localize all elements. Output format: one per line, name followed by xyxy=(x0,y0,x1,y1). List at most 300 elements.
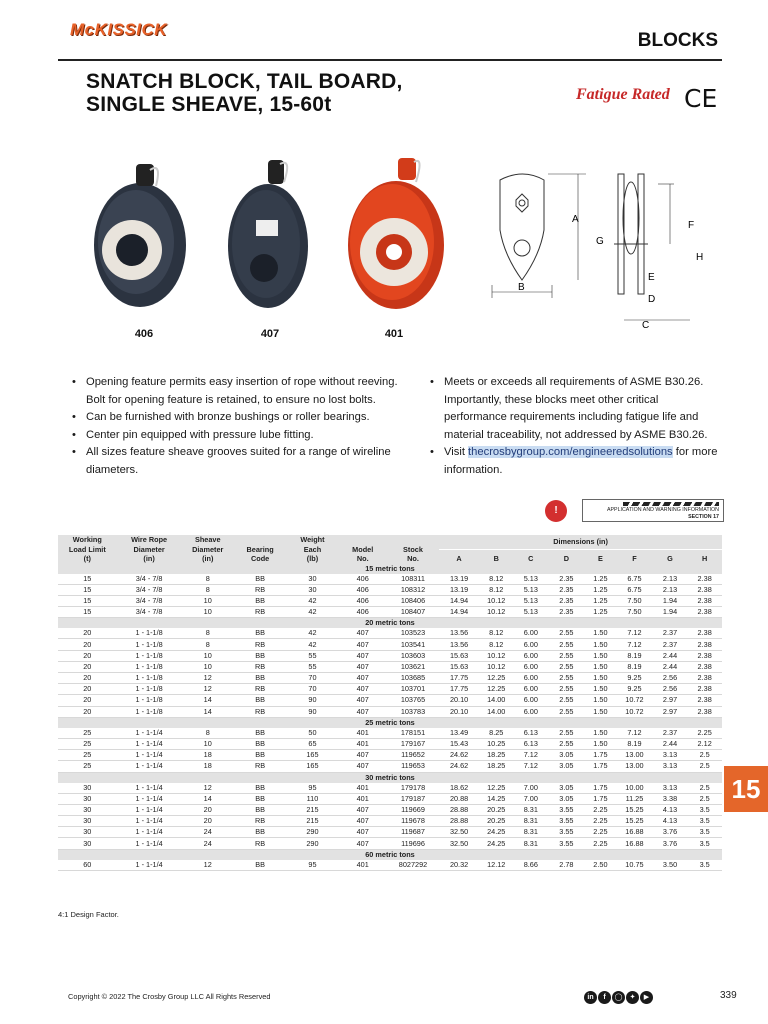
table-cell: 55 xyxy=(286,661,338,672)
feature-list-left xyxy=(70,374,416,479)
table-cell: 6.75 xyxy=(616,584,653,595)
table-group-label: 15 metric tons xyxy=(58,564,722,574)
table-cell: 1 - 1-1/8 xyxy=(117,628,182,639)
table-cell: 1.94 xyxy=(653,607,688,618)
section-heading: BLOCKS xyxy=(637,30,718,51)
table-cell: 10 xyxy=(182,738,234,749)
table-cell: 2.37 xyxy=(653,728,688,739)
list-item xyxy=(428,444,724,479)
table-row xyxy=(58,860,722,871)
twitter-icon[interactable]: ✦ xyxy=(626,991,639,1004)
table-cell: 42 xyxy=(286,639,338,650)
table-cell: 17.75 xyxy=(439,673,479,684)
table-cell: 8.31 xyxy=(514,838,549,849)
table-cell: 407 xyxy=(339,684,387,695)
col-header-dim-b: B xyxy=(479,550,514,564)
table-cell: BB xyxy=(234,804,286,815)
table-cell: 24 xyxy=(182,838,234,849)
table-cell: 6.00 xyxy=(514,695,549,706)
table-cell: 1 - 1-1/4 xyxy=(117,816,182,827)
table-cell: 15.43 xyxy=(439,738,479,749)
col-header-dim-g: G xyxy=(653,550,688,564)
table-group-label: 20 metric tons xyxy=(58,618,722,629)
table-cell: 14.25 xyxy=(479,793,514,804)
table-cell: 2.55 xyxy=(548,695,585,706)
col-header-stock: Stock No. xyxy=(387,535,439,564)
table-group-label: 30 metric tons xyxy=(58,772,722,783)
table-cell: 1.50 xyxy=(585,706,616,717)
table-row xyxy=(58,838,722,849)
table-cell: 20 xyxy=(58,684,117,695)
table-cell: 13.49 xyxy=(439,728,479,739)
col-header-dim-e: E xyxy=(585,550,616,564)
table-cell: 60 xyxy=(58,860,117,871)
table-cell: 178151 xyxy=(387,728,439,739)
table-cell: 401 xyxy=(339,728,387,739)
table-cell: 1.75 xyxy=(585,750,616,761)
table-cell: 11.25 xyxy=(616,793,653,804)
table-cell: 2.35 xyxy=(548,574,585,585)
table-cell: 1 - 1-1/8 xyxy=(117,706,182,717)
table-cell: 50 xyxy=(286,728,338,739)
table-cell: 13.56 xyxy=(439,628,479,639)
table-cell: 8 xyxy=(182,628,234,639)
table-cell: 3.13 xyxy=(653,750,688,761)
table-cell: 28.88 xyxy=(439,816,479,827)
table-cell: 407 xyxy=(339,750,387,761)
table-cell: BB xyxy=(234,574,286,585)
table-cell: 108406 xyxy=(387,595,439,606)
list-item: • Opening feature permits easy insertion of rope without reeving. Bolt for opening feature is retained, to ensure no lost bolts. xyxy=(70,374,416,409)
table-cell: BB xyxy=(234,728,286,739)
table-cell: BB xyxy=(234,695,286,706)
table-cell: 1 - 1-1/4 xyxy=(117,750,182,761)
table-cell: 3.55 xyxy=(548,804,585,815)
table-cell: 5.13 xyxy=(514,574,549,585)
table-cell: 2.38 xyxy=(687,684,722,695)
table-cell: 15 xyxy=(58,574,117,585)
table-cell: 2.25 xyxy=(585,827,616,838)
table-cell: 13.56 xyxy=(439,639,479,650)
title-line-2: SINGLE SHEAVE, 15-60t xyxy=(86,93,332,116)
dimension-diagram xyxy=(478,160,718,335)
table-cell: 7.00 xyxy=(514,793,549,804)
table-cell: RB xyxy=(234,706,286,717)
table-cell: 12.12 xyxy=(479,860,514,871)
table-cell: 2.55 xyxy=(548,738,585,749)
table-cell: 30 xyxy=(58,827,117,838)
table-cell: 1 - 1-1/8 xyxy=(117,639,182,650)
table-cell: BB xyxy=(234,673,286,684)
dim-label-G: G xyxy=(596,236,604,247)
table-row xyxy=(58,639,722,650)
table-row xyxy=(58,804,722,815)
table-row xyxy=(58,761,722,772)
table-cell: 20 xyxy=(58,639,117,650)
table-cell: 103765 xyxy=(387,695,439,706)
table-cell: 3/4 - 7/8 xyxy=(117,574,182,585)
table-cell: 10.00 xyxy=(616,783,653,794)
table-group-row xyxy=(58,849,722,860)
table-cell: 18.62 xyxy=(439,783,479,794)
copyright-text: Copyright © 2022 The Crosby Group LLC All Rights Reserved xyxy=(68,992,271,1001)
table-cell: 407 xyxy=(339,661,387,672)
table-cell: 103783 xyxy=(387,706,439,717)
table-row xyxy=(58,673,722,684)
photo-label-406: 406 xyxy=(134,328,154,340)
table-cell: 2.5 xyxy=(687,750,722,761)
table-cell: 7.12 xyxy=(616,639,653,650)
table-cell: 20 xyxy=(58,706,117,717)
col-header-dim-a: A xyxy=(439,550,479,564)
table-cell: 3/4 - 7/8 xyxy=(117,607,182,618)
col-header-bearing: Bearing Code xyxy=(234,535,286,564)
table-cell: 8.31 xyxy=(514,827,549,838)
table-cell: 7.00 xyxy=(514,783,549,794)
table-cell: 2.38 xyxy=(687,706,722,717)
table-cell: 2.38 xyxy=(687,628,722,639)
table-cell: 1.50 xyxy=(585,673,616,684)
table-cell: 8 xyxy=(182,639,234,650)
table-cell: 2.97 xyxy=(653,695,688,706)
table-cell: 30 xyxy=(58,816,117,827)
table-cell: 2.55 xyxy=(548,628,585,639)
table-cell: 25 xyxy=(58,738,117,749)
table-cell: 10.12 xyxy=(479,661,514,672)
table-cell: 401 xyxy=(339,783,387,794)
table-cell: 2.12 xyxy=(687,738,722,749)
table-cell: 6.00 xyxy=(514,661,549,672)
table-cell: 401 xyxy=(339,793,387,804)
table-cell: 8.31 xyxy=(514,816,549,827)
section-tab: 15 xyxy=(724,766,768,812)
table-cell: 20 xyxy=(58,628,117,639)
table-cell: 12 xyxy=(182,860,234,871)
table-cell: 3.5 xyxy=(687,838,722,849)
table-cell: 42 xyxy=(286,628,338,639)
table-cell: 119696 xyxy=(387,838,439,849)
table-cell: 2.56 xyxy=(653,684,688,695)
table-cell: 10.12 xyxy=(479,650,514,661)
table-row xyxy=(58,661,722,672)
table-cell: 70 xyxy=(286,684,338,695)
table-cell: 3.13 xyxy=(653,761,688,772)
table-cell: 119652 xyxy=(387,750,439,761)
table-cell: 32.50 xyxy=(439,838,479,849)
table-cell: 1 - 1-1/4 xyxy=(117,793,182,804)
table-cell: 10.12 xyxy=(479,607,514,618)
table-cell: 165 xyxy=(286,761,338,772)
table-cell: 2.13 xyxy=(653,574,688,585)
table-cell: BB xyxy=(234,793,286,804)
table-cell: 3.50 xyxy=(653,860,688,871)
table-cell: 1.50 xyxy=(585,628,616,639)
table-row xyxy=(58,650,722,661)
list-item: • Meets or exceeds all requirements of ASME B30.26. Importantly, these blocks meet other critical performance requirements including fatigue life and material traceability, not addressed by ASME B30.26. xyxy=(428,374,724,444)
table-cell: 20.10 xyxy=(439,706,479,717)
table-cell: 3.76 xyxy=(653,838,688,849)
table-cell: 30 xyxy=(58,838,117,849)
table-cell: 6.75 xyxy=(616,574,653,585)
table-cell: 3.05 xyxy=(548,793,585,804)
col-header-sheave: Sheave Diameter (in) xyxy=(182,535,234,564)
table-cell: 2.55 xyxy=(548,661,585,672)
table-cell: 2.37 xyxy=(653,628,688,639)
table-row xyxy=(58,827,722,838)
table-cell: 1 - 1-1/8 xyxy=(117,684,182,695)
table-cell: 2.55 xyxy=(548,728,585,739)
table-cell: 95 xyxy=(286,860,338,871)
table-cell: 8 xyxy=(182,584,234,595)
table-cell: 20 xyxy=(58,661,117,672)
table-cell: 24.25 xyxy=(479,827,514,838)
col-header-dim-d: D xyxy=(548,550,585,564)
table-cell: 10.75 xyxy=(616,860,653,871)
table-cell: 8.12 xyxy=(479,628,514,639)
table-cell: 15.63 xyxy=(439,661,479,672)
table-row xyxy=(58,584,722,595)
col-header-rope: Wire Rope Diameter (in) xyxy=(117,535,182,564)
table-cell: 406 xyxy=(339,574,387,585)
table-cell: 2.25 xyxy=(585,838,616,849)
table-cell: 7.12 xyxy=(616,628,653,639)
table-cell: 3.55 xyxy=(548,838,585,849)
youtube-icon[interactable]: ▶ xyxy=(640,991,653,1004)
table-cell: 14 xyxy=(182,706,234,717)
table-cell: 18.25 xyxy=(479,761,514,772)
title-line-1: SNATCH BLOCK, TAIL BOARD, xyxy=(86,70,403,93)
table-cell: BB xyxy=(234,750,286,761)
table-cell: 17.75 xyxy=(439,684,479,695)
table-cell: 2.55 xyxy=(548,673,585,684)
table-cell: 12.25 xyxy=(479,783,514,794)
table-cell: 3/4 - 7/8 xyxy=(117,584,182,595)
table-row xyxy=(58,607,722,618)
design-factor-note: 4:1 Design Factor. xyxy=(58,910,119,919)
table-cell: 42 xyxy=(286,607,338,618)
table-cell: 6.00 xyxy=(514,684,549,695)
table-cell: 1 - 1-1/4 xyxy=(117,738,182,749)
table-cell: 13.19 xyxy=(439,584,479,595)
table-cell: 1.25 xyxy=(585,595,616,606)
warning-seal-icon: ! xyxy=(545,500,567,522)
table-cell: 2.35 xyxy=(548,584,585,595)
table-cell: 2.35 xyxy=(548,607,585,618)
table-cell: 2.38 xyxy=(687,574,722,585)
facebook-icon[interactable]: f xyxy=(598,991,611,1004)
table-cell: 14.00 xyxy=(479,706,514,717)
table-cell: 8.19 xyxy=(616,661,653,672)
table-cell: 18.25 xyxy=(479,750,514,761)
table-cell: 1 - 1-1/4 xyxy=(117,761,182,772)
table-cell: 2.13 xyxy=(653,584,688,595)
list-item: • All sizes feature sheave grooves suited for a range of wireline diameters. xyxy=(70,444,416,479)
table-cell: 2.5 xyxy=(687,761,722,772)
table-cell: 1 - 1-1/8 xyxy=(117,695,182,706)
table-cell: 20 xyxy=(182,816,234,827)
table-cell: 10.25 xyxy=(479,738,514,749)
table-row xyxy=(58,750,722,761)
table-cell: 1 - 1-1/8 xyxy=(117,673,182,684)
table-cell: 15.25 xyxy=(616,804,653,815)
col-header-wll: Working Load Limit (t) xyxy=(58,535,117,564)
table-cell: 12 xyxy=(182,783,234,794)
table-cell: 25 xyxy=(58,761,117,772)
feature-list-right xyxy=(428,374,724,479)
table-cell: 20.25 xyxy=(479,804,514,815)
dim-label-E: E xyxy=(648,272,655,283)
table-cell: RB xyxy=(234,838,286,849)
table-cell: 3.55 xyxy=(548,816,585,827)
table-cell: 6.00 xyxy=(514,673,549,684)
engineered-solutions-link[interactable]: thecrosbygroup.com/engineeredsolutions xyxy=(468,446,673,458)
table-cell: 2.56 xyxy=(653,673,688,684)
table-cell: 25 xyxy=(58,728,117,739)
linkedin-icon[interactable]: in xyxy=(584,991,597,1004)
table-cell: 2.25 xyxy=(687,728,722,739)
table-cell: 1.25 xyxy=(585,574,616,585)
table-cell: 5.13 xyxy=(514,607,549,618)
table-cell: BB xyxy=(234,628,286,639)
table-cell: 119669 xyxy=(387,804,439,815)
table-cell: BB xyxy=(234,650,286,661)
table-group-row xyxy=(58,772,722,783)
dim-label-C: C xyxy=(642,320,650,331)
table-cell: 28.88 xyxy=(439,804,479,815)
table-cell: 407 xyxy=(339,673,387,684)
table-cell: 10 xyxy=(182,650,234,661)
table-cell: 95 xyxy=(286,783,338,794)
table-cell: 179178 xyxy=(387,783,439,794)
table-cell: 20.10 xyxy=(439,695,479,706)
table-cell: 8 xyxy=(182,728,234,739)
table-cell: 20.25 xyxy=(479,816,514,827)
table-cell: 6.13 xyxy=(514,738,549,749)
table-cell: 24.62 xyxy=(439,750,479,761)
dim-label-A: A xyxy=(572,214,579,225)
table-cell: 8.66 xyxy=(514,860,549,871)
specification-table xyxy=(58,535,722,871)
table-row xyxy=(58,628,722,639)
table-cell: 16.88 xyxy=(616,827,653,838)
table-cell: 20 xyxy=(182,804,234,815)
table-cell: 103523 xyxy=(387,628,439,639)
table-cell: 3.5 xyxy=(687,804,722,815)
table-cell: 15 xyxy=(58,584,117,595)
table-cell: 8.19 xyxy=(616,738,653,749)
table-cell: 20 xyxy=(58,695,117,706)
table-cell: 103685 xyxy=(387,673,439,684)
table-row xyxy=(58,783,722,794)
instagram-icon[interactable]: ◯ xyxy=(612,991,625,1004)
table-cell: 6.00 xyxy=(514,650,549,661)
table-cell: 2.38 xyxy=(687,607,722,618)
table-cell: 406 xyxy=(339,584,387,595)
list-item: • Center pin equipped with pressure lube fitting. xyxy=(70,427,416,445)
table-cell: 7.12 xyxy=(616,728,653,739)
table-cell: 2.25 xyxy=(585,816,616,827)
table-cell: 406 xyxy=(339,607,387,618)
social-icons xyxy=(584,989,654,1007)
fatigue-rated-logo: Fatigue Rated xyxy=(576,86,670,103)
table-cell: 2.35 xyxy=(548,595,585,606)
table-cell: 12.25 xyxy=(479,673,514,684)
table-cell: 407 xyxy=(339,761,387,772)
table-cell: 1.50 xyxy=(585,738,616,749)
table-cell: 401 xyxy=(339,738,387,749)
table-cell: 7.50 xyxy=(616,607,653,618)
table-cell: 2.37 xyxy=(653,639,688,650)
table-cell: 9.25 xyxy=(616,673,653,684)
table-cell: 407 xyxy=(339,838,387,849)
table-cell: 1 - 1-1/4 xyxy=(117,804,182,815)
table-cell: 30 xyxy=(58,804,117,815)
table-cell: 2.97 xyxy=(653,706,688,717)
block-407-photo xyxy=(222,150,312,320)
table-cell: 2.38 xyxy=(687,673,722,684)
table-cell: 2.5 xyxy=(687,793,722,804)
table-cell: 30 xyxy=(58,783,117,794)
table-cell: 18 xyxy=(182,761,234,772)
table-cell: 179187 xyxy=(387,793,439,804)
table-cell: 20 xyxy=(58,673,117,684)
table-cell: 5.13 xyxy=(514,584,549,595)
col-header-model: Model No. xyxy=(339,535,387,564)
table-cell: 13.00 xyxy=(616,761,653,772)
table-cell: 13.19 xyxy=(439,574,479,585)
table-cell: 119678 xyxy=(387,816,439,827)
dim-label-F: F xyxy=(688,220,695,231)
table-cell: 8027292 xyxy=(387,860,439,871)
table-cell: RB xyxy=(234,584,286,595)
col-header-dim-c: C xyxy=(514,550,549,564)
table-cell: 110 xyxy=(286,793,338,804)
table-cell: 3.13 xyxy=(653,783,688,794)
table-cell: 1.50 xyxy=(585,728,616,739)
table-cell: 6.00 xyxy=(514,628,549,639)
table-group-label: 25 metric tons xyxy=(58,717,722,728)
table-cell: 2.44 xyxy=(653,738,688,749)
table-cell: 2.38 xyxy=(687,639,722,650)
table-cell: 14 xyxy=(182,793,234,804)
table-cell: 1.50 xyxy=(585,639,616,650)
warning-info-box xyxy=(582,499,724,522)
table-cell: 7.12 xyxy=(514,761,549,772)
table-cell: BB xyxy=(234,860,286,871)
table-cell: BB xyxy=(234,827,286,838)
mckissick-logo: McKISSICK xyxy=(70,20,168,39)
table-cell: 1.50 xyxy=(585,650,616,661)
table-cell: BB xyxy=(234,783,286,794)
table-cell: 2.55 xyxy=(548,639,585,650)
block-401-photo xyxy=(340,150,446,320)
col-header-dimensions: Dimensions (in) xyxy=(439,535,722,550)
table-cell: 12.25 xyxy=(479,684,514,695)
table-cell: 30 xyxy=(58,793,117,804)
table-cell: 8.12 xyxy=(479,639,514,650)
col-header-dim-h: H xyxy=(687,550,722,564)
table-cell: 108311 xyxy=(387,574,439,585)
table-row xyxy=(58,695,722,706)
table-cell: 2.25 xyxy=(585,804,616,815)
ce-mark-icon: CE xyxy=(684,84,718,113)
table-cell: 407 xyxy=(339,695,387,706)
table-cell: 1.94 xyxy=(653,595,688,606)
table-cell: 2.44 xyxy=(653,650,688,661)
dim-label-D: D xyxy=(648,294,656,305)
table-cell: 12 xyxy=(182,684,234,695)
table-cell: 2.38 xyxy=(687,661,722,672)
